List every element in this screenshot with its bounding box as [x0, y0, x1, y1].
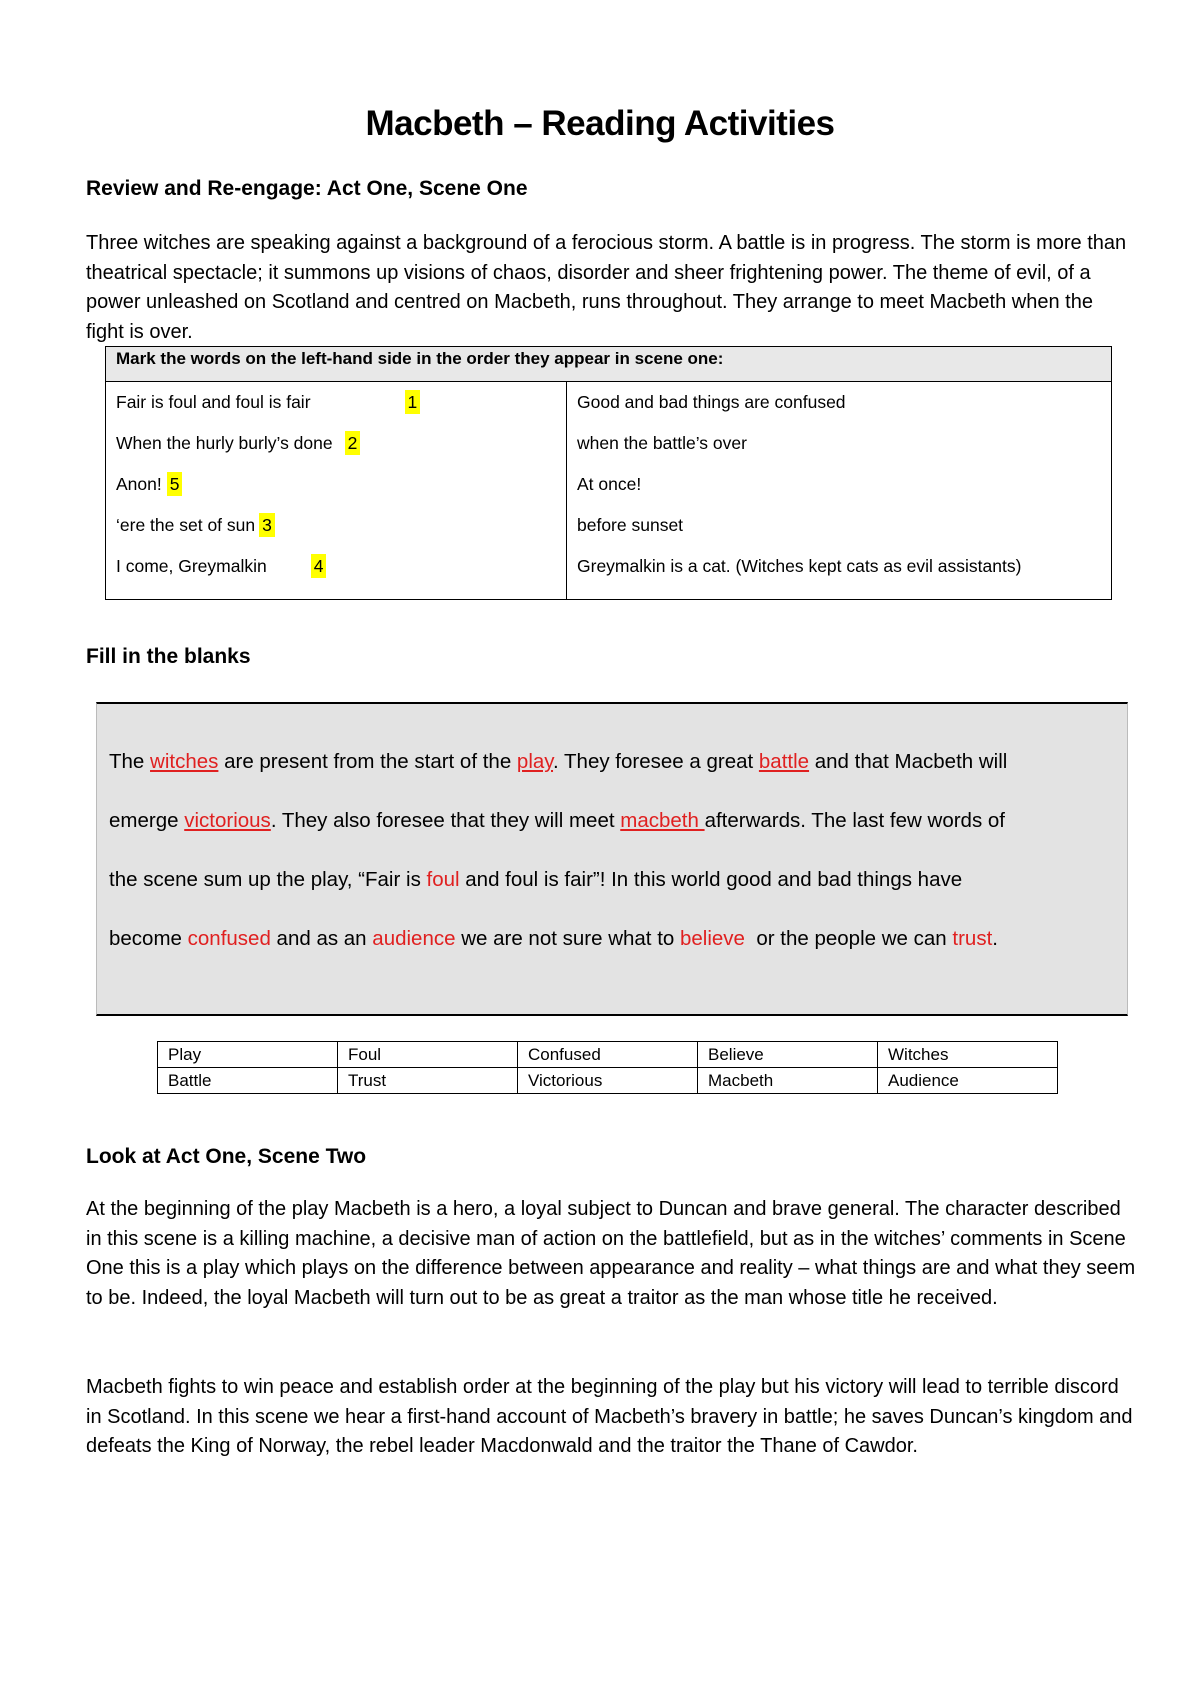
word-bank-cell: Play	[158, 1042, 338, 1068]
answer-foul: foul	[426, 868, 460, 891]
match-row: Anon! 5	[116, 472, 556, 513]
section1-paragraph: Three witches are speaking against a background of a ferocious storm. A battle is in progress. The storm is more than theatrical spectacle; it summons up visions of chaos, disorder and sheer frightening power. The theme of evil, of a power unleashed on Scotland and centred on Macbeth, runs throughout. They arrange to meet Macbeth when the fight is over.	[86, 232, 1127, 343]
fill-line-2: emerge victorious. They also foresee that they will meet macbeth afterwards. The last few words of	[109, 809, 1005, 832]
order-number: 5	[167, 472, 183, 496]
word-bank-cell: Battle	[158, 1068, 338, 1094]
matching-right-column	[567, 382, 1112, 600]
word-bank-cell: Audience	[878, 1068, 1058, 1094]
fill-line-1: The witches are present from the start of the play. They foresee a great battle and that Macbeth will	[109, 750, 1008, 773]
word-bank-cell: Witches	[878, 1042, 1058, 1068]
meaning-row: before sunset	[577, 515, 684, 535]
answer-audience: audience	[372, 927, 456, 950]
word-bank-cell: Foul	[338, 1042, 518, 1068]
word-bank-cell: Trust	[338, 1068, 518, 1094]
word-bank-cell: Confused	[518, 1042, 698, 1068]
word-bank-cell: Believe	[698, 1042, 878, 1068]
meaning-row: when the battle’s over	[577, 433, 747, 453]
match-row: Fair is foul and foul is fair 1	[116, 390, 556, 431]
fill-in-blanks-box	[96, 702, 1128, 1016]
word-bank-table	[157, 1041, 1058, 1094]
page-title: Macbeth – Reading Activities	[365, 104, 835, 143]
answer-victorious: victorious	[184, 809, 271, 832]
word-bank-cell: Victorious	[518, 1068, 698, 1094]
meaning-row: At once!	[577, 474, 642, 494]
section3-paragraph-2: Macbeth fights to win peace and establish order at the beginning of the play but his victory will lead to terrible discord in Scotland. In this scene we hear a first-hand account of Macbeth’s bravery in battle; he saves Duncan’s kingdom and defeats the King of Norway, the rebel leader Macdonwald and the traitor the Thane of Cawdor.	[86, 1376, 1133, 1457]
section3-paragraph-1: At the beginning of the play Macbeth is a hero, a loyal subject to Duncan and brave general. The character described in this scene is a killing machine, a decisive man of action on the battlefield, but as in the witches’ comments in Scene One this is a play which plays on the difference between appearance and reality – what things are and what they seem to be. Indeed, the loyal Macbeth will turn out to be as great a traitor as the man whose title he received.	[86, 1198, 1136, 1309]
answer-trust: trust	[952, 927, 993, 950]
answer-witches: witches	[150, 750, 219, 773]
match-row: ‘ere the set of sun 3	[116, 513, 556, 554]
matching-table-header: Mark the words on the left-hand side in the order they appear in scene one:	[106, 347, 1112, 382]
answer-macbeth: macbeth	[620, 809, 705, 832]
word-bank-cell: Macbeth	[698, 1068, 878, 1094]
meaning-row: Greymalkin is a cat. (Witches kept cats as evil assistants)	[577, 556, 1022, 576]
order-number: 4	[311, 554, 327, 578]
matching-table	[105, 346, 1112, 600]
section1-heading: Review and Re-engage: Act One, Scene One	[86, 177, 528, 200]
answer-confused: confused	[187, 927, 271, 950]
answer-play: play	[516, 750, 554, 773]
order-number: 3	[259, 513, 275, 537]
answer-believe: believe	[680, 927, 745, 950]
meaning-row: Good and bad things are confused	[577, 392, 846, 412]
section3-heading: Look at Act One, Scene Two	[86, 1145, 367, 1168]
word-bank-row	[158, 1042, 1058, 1068]
matching-left-column	[106, 382, 567, 600]
answer-battle: battle	[758, 750, 810, 773]
match-row: When the hurly burly’s done 2	[116, 431, 556, 472]
order-number: 1	[405, 390, 421, 414]
word-bank-row	[158, 1068, 1058, 1094]
order-number: 2	[345, 431, 361, 455]
match-row: I come, Greymalkin 4	[116, 554, 556, 595]
fill-line-3: the scene sum up the play, “Fair is foul and foul is fair”! In this world good and bad things have	[109, 868, 963, 891]
fill-line-4: become confused and as an audience we are not sure what to believe or the people we can trust.	[109, 927, 998, 950]
section2-heading: Fill in the blanks	[86, 645, 251, 668]
